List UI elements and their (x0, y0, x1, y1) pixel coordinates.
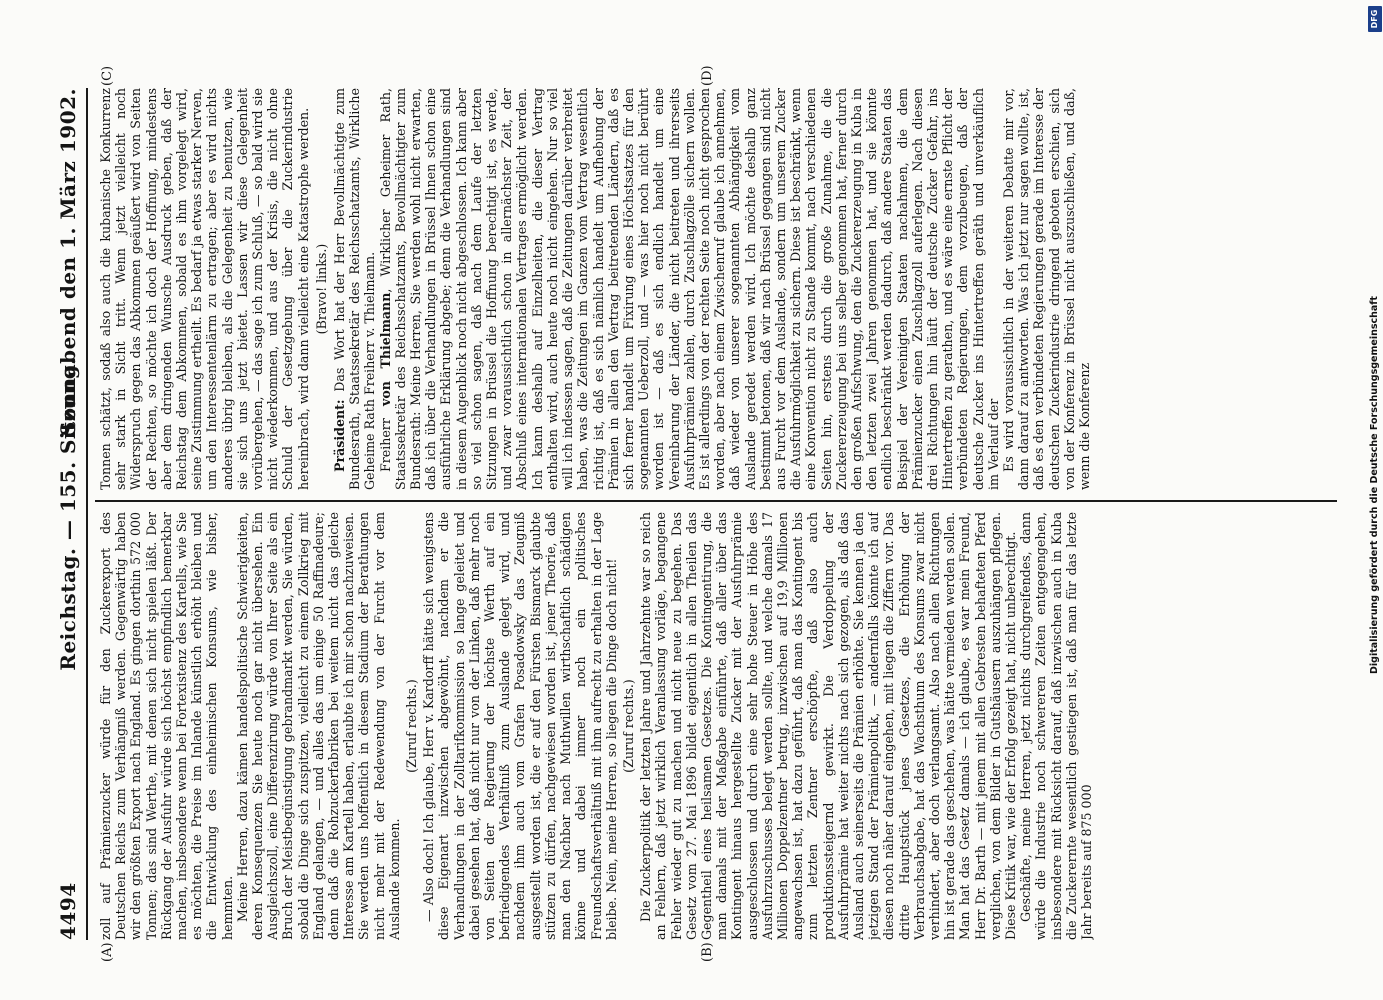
column-separator (95, 500, 1337, 502)
speaker-text: , Wirklicher Geheimer Rath, Staatssekretär des Reichsschatzamts, Bevollmächtigter zum Bundesrath: Meine Herren, Sie werden wohl nicht erwarten, daß ich über die Verhandlungen in Brüssel Ihnen schon eine ausführliche Erklärung abgebe; denn die Verhandlungen sind in diesem Augenblick noch nicht abgeschlossen. Ich kann aber so viel schon sagen, daß nach dem Laufe der letzten Sitzungen in Brüssel die Hoffnung berechtigt ist, es werde, und zwar voraussichtlich schon in allernächster Zeit, der Abschluß eines internationalen Vertrages ermöglicht werden. Ich kann deshalb auf Einzelheiten, die dieser Vertrag enthalten wird, auch heute noch nicht eingehen. Nur so viel will ich indessen sagen, daß die Zeitungen darüber verbreitet haben, was die Zeitungen im Ganzen vom Vertrag wesentlich richtig ist, daß es sich nämlich handelt um Aufhebung der Prämien in allen den Vertrag beitretenden Ländern, daß es sich ferner handelt um Fixirung eines Höchstsatzes für den sogenannten Ueberzoll, und — was hier noch nicht berührt worden ist — daß es sich endlich handelt um eine Vereinbarung der Länder, die nicht beitreten und ihrerseits Ausfuhrprämien zahlen, durch Zuschlagzölle sichern wollen. Es ist allerdings von der rechten Seite noch nicht gesprochen worden, aber nach einem Zwischenruf glaube ich annehmen, daß wieder von unserer sogenannten Abhängigkeit vom Auslande geredet werden wird. Ich möchte deshalb ganz bestimmt betonen, daß wir nach Brüssel gegangen sind nicht aus Furcht vor dem Auslande, sondern um unserem Zucker die Ausfuhrmöglichkeit zu sichern. Diese ist beschränkt, wenn eine Konvention nicht zu Stande kommt, nach verschiedenen Seiten hin, erstens durch die große Zunahme, die die Zuckererzeugung bei uns selber genommen hat, ferner durch den großen Aufschwung, den die Zuckererzeugung in Kuba in den letzten zwei Jahren genommen hat, und sie könnte endlich beschränkt werden dadurch, daß andere Staaten das Beispiel der Vereinigten Staaten nachahmen, die dem Prämienzucker einen Zuschlagzoll auferlegen. Nach diesen drei Richtungen hin läuft der deutsche Zucker Gefahr, ins Hintertreffen zu gerathen, und es wäre eine ernste Pflicht der verbündeten Regierungen, dem vorzubeugen, daß der deutsche Zucker ins Hintertreffen geräth und unverkäuflich im Verlauf der (377, 88, 1001, 490)
interjection-1: (Zuruf rechts.) (404, 679, 420, 773)
right-paragraph-4: Es wird voraussichtlich in der weiteren Debatte mir vor, dann darauf zu antworten. Was ich jetzt nur sagen wollte, ist, daß es den verbündeten Regierungen gerade im Interesse der deutschen Zuckerindustrie dringend geboten erschien, sich von der Konferenz in Brüssel nicht auszuschließen, und daß, wenn die Konferenz (1000, 88, 1092, 490)
left-paragraph-1: zoll auf Prämienzucker würde für den Zuckerexport des Deutschen Reichs zum Verhängniß werden. Gegenwärtig haben wir den größten Export nach England. Es gingen dorthin 572 000 Tonnen; das sind Werthe, mit denen sich nicht spielen läßt. Der Rückgang der Ausfuhr würde sich höchst empfindlich bemerkbar machen, insbesondere wenn bei Fortexistenz des Kartells, wie Sie es möchten, die Preise im Inlande künstlich erhöht bleiben und die Entwicklung des einheimischen Konsums, wie bisher, hemmten. (98, 512, 235, 940)
president-paragraph (332, 88, 378, 490)
speaker-name: von Thielmann (377, 292, 393, 406)
page-header (56, 88, 82, 940)
president-text: Das Wort hat der Herr Bevollmächtigte zum Bundesrath, Staatssekretär des Reichsschatzamts, Wirkliche Geheime Rath Freiherr v. Thielmann. (332, 88, 378, 490)
funding-sidebar (1367, 0, 1383, 1000)
margin-letter-a: (A) (100, 942, 115, 962)
margin-letter-d: (D) (700, 65, 715, 86)
funding-note: Digitalisierung gefördert durch die Deutsche Forschungsgemeinschaft (1369, 296, 1380, 674)
dfg-logo-icon: DFG (1368, 6, 1382, 32)
right-paragraph-1: Tonnen schätzt, sodaß also auch die kubanische Konkurrenz sehr stark in Sicht tritt. Wenn jetzt vielleicht noch Widerspruch gegen das Abkommen geäußert wird von Seiten der Rechten, so möchte ich doch der Hoffnung, mindestens aber dem dringenden Wunsche Ausdruck geben, daß der Reichstag dem Abkommen, sobald es ihm vorgelegt wird, seine Zustimmung ertheilt. Es bedarf ja etwas starker Nerven, um den Interessentenlärm zu ertragen; aber es wird nichts anderes übrig bleiben, als die Gelegenheit zu benutzen, wie sie sich uns jetzt bietet. Lassen wir diese Gelegenheit vorübergehen, — das sage ich zum Schluß, — so bald wird sie nicht wiederkommen, und aus der Krisis, die nicht ohne Schuld der Gesetzgebung über die Zuckerindustrie hereinbrach, wird dann vielleicht eine Katastrophe werden. (98, 88, 311, 490)
left-paragraph-2: Meine Herren, dazu kämen handelspolitische Schwierigkeiten, deren Konsequenzen Sie heute noch gar nicht übersehen. Ein Ausgleichszoll, eine Differenzirung würde von Ihrer Seite als ein Bruch der Meistbegünstigung gebrandmarkt werden, Sie würden, sobald die Dinge sich zuspitzen, vielleicht zu einem Zollkrieg mit England gelangen, — und alles das um einige 50 Raffinadeure; denn daß die Rohzuckerfabriken bei weitem nicht das gleiche Interesse am Kartell haben, erlaubte ich mir schon nachzuweisen. Sie werden uns hoffentlich in diesem Stadium der Berathungen nicht mehr mit der Redewendung von der Furcht vor dem Auslande kommen. (234, 512, 402, 940)
left-column (98, 512, 1333, 940)
session-title: Reichstag. — 155. Sitzung. (56, 357, 80, 671)
margin-letter-c: (C) (100, 65, 115, 86)
speaker-paragraph (378, 88, 1001, 490)
left-paragraph-4: Die Zuckerpolitik der letzten Jahre und Jahrzehnte war so reich an Fehlern, daß jetzt wirklich Veranlassung vorläge, begangene Fehler wieder gut zu machen und nicht neue zu begehen. Das Gesetz vom 27. Mai 1896 bildet eigentlich in allen Theilen das Gegentheil eines heilsamen Gesetzes. Die Kontingentirung, die man damals mit der Maßgabe einführte, daß aller über das Kontingent hinaus hergestellte Zucker mit der Ausfuhrprämie ausgeschlossen und durch eine sehr hohe Steuer in Höhe des Ausfuhrzuschusses belegt werden sollte, und welche damals 17 Millionen Doppelzentner betrug, inzwischen auf 19,9 Millionen angewachsen ist, hat dazu geführt, daß man das Kontingent bis zum letzten Zentner erschöpfte, daß also auch produktionssteigernd gewirkt. Die Verdoppelung der Ausfuhrprämie hat weiter nichts nach sich gezogen, als daß das Ausland auch seinerseits die Prämien erhöhte. Sie kennen ja den jetzigen Stand der Prämienpolitik, — andernfalls könnte ich auf diesen noch näher darauf eingehen, mit liegen die Ziffern vor. Das dritte Hauptstück jenes Gesetzes, die Erhöhung der Verbrauchsabgabe, hat das Wachsthum des Konsums zwar nicht verhindert, aber doch verlangsamt. Also nach allen Richtungen hin ist gerade das geschehen, was hätte vermieden werden sollen. Man hat das Gesetz damals — ich glaube, es war mein Freund, Herr Dr. Barth — mit jenem mit allen Gebresten behafteten Pferd verglichen, von dem Bilder in Gutshäusern auszuhängen pflegen. Diese Kritik war, wie der Erfolg gezeigt hat, nicht unberechtigt. (638, 512, 1018, 940)
interjection-2: (Zuruf rechts.) (620, 679, 636, 773)
speaker-intro: Freiherr (377, 405, 393, 472)
page-number: 4494 (56, 882, 80, 940)
applause-note: (Bravo! links.) (313, 243, 329, 335)
left-paragraph-5: Geschäfte, meine Herren, jetzt nichts durchgreifendes, dann würde die Industrie noch schwereren Zeiten entgegengehen, insbesondere mit Rücksicht darauf, daß inzwischen auch in Kuba die Zuckerernte wesentlich gestiegen ist, daß man für das letzte Jahr bereits auf 875 000 (1018, 512, 1094, 940)
president-label: Präsident: (332, 399, 348, 472)
header-rule (86, 88, 88, 940)
left-paragraph-3: — Also doch! Ich glaube, Herr v. Kardorff hätte sich wenigstens diese Eigenart inzwischen abgewöhnt, nachdem er die Verhandlungen in der Zolltarifkommission so lange geleitet und dabei gesehen hat, daß nicht nur von der Linken, daß mehr noch von Seiten der Regierung der höchste Werth auf ein befriedigendes Verhältniß zum Auslande gelegt wird, und nachdem ihm auch vom Grafen Posadowsky das Zeugniß ausgestellt worden ist, die er auf den Fürsten Bismarck glaubte stützen zu dürfen, nachgewiesen worden ist, jener Theorie, daß man den Nachbar nach Muthwillen wirthschaftlich schädigen könne und dabei immer noch ein politisches Freundschaftsverhältniß mit ihm aufrecht zu erhalten in der Lage bleibe. Nein, meine Herren, so liegen die Dinge doch nicht! (421, 512, 619, 940)
session-date: Sonnabend den 1. März 1902. (56, 88, 80, 437)
right-column (98, 88, 1333, 490)
margin-letter-b: (B) (700, 942, 715, 962)
